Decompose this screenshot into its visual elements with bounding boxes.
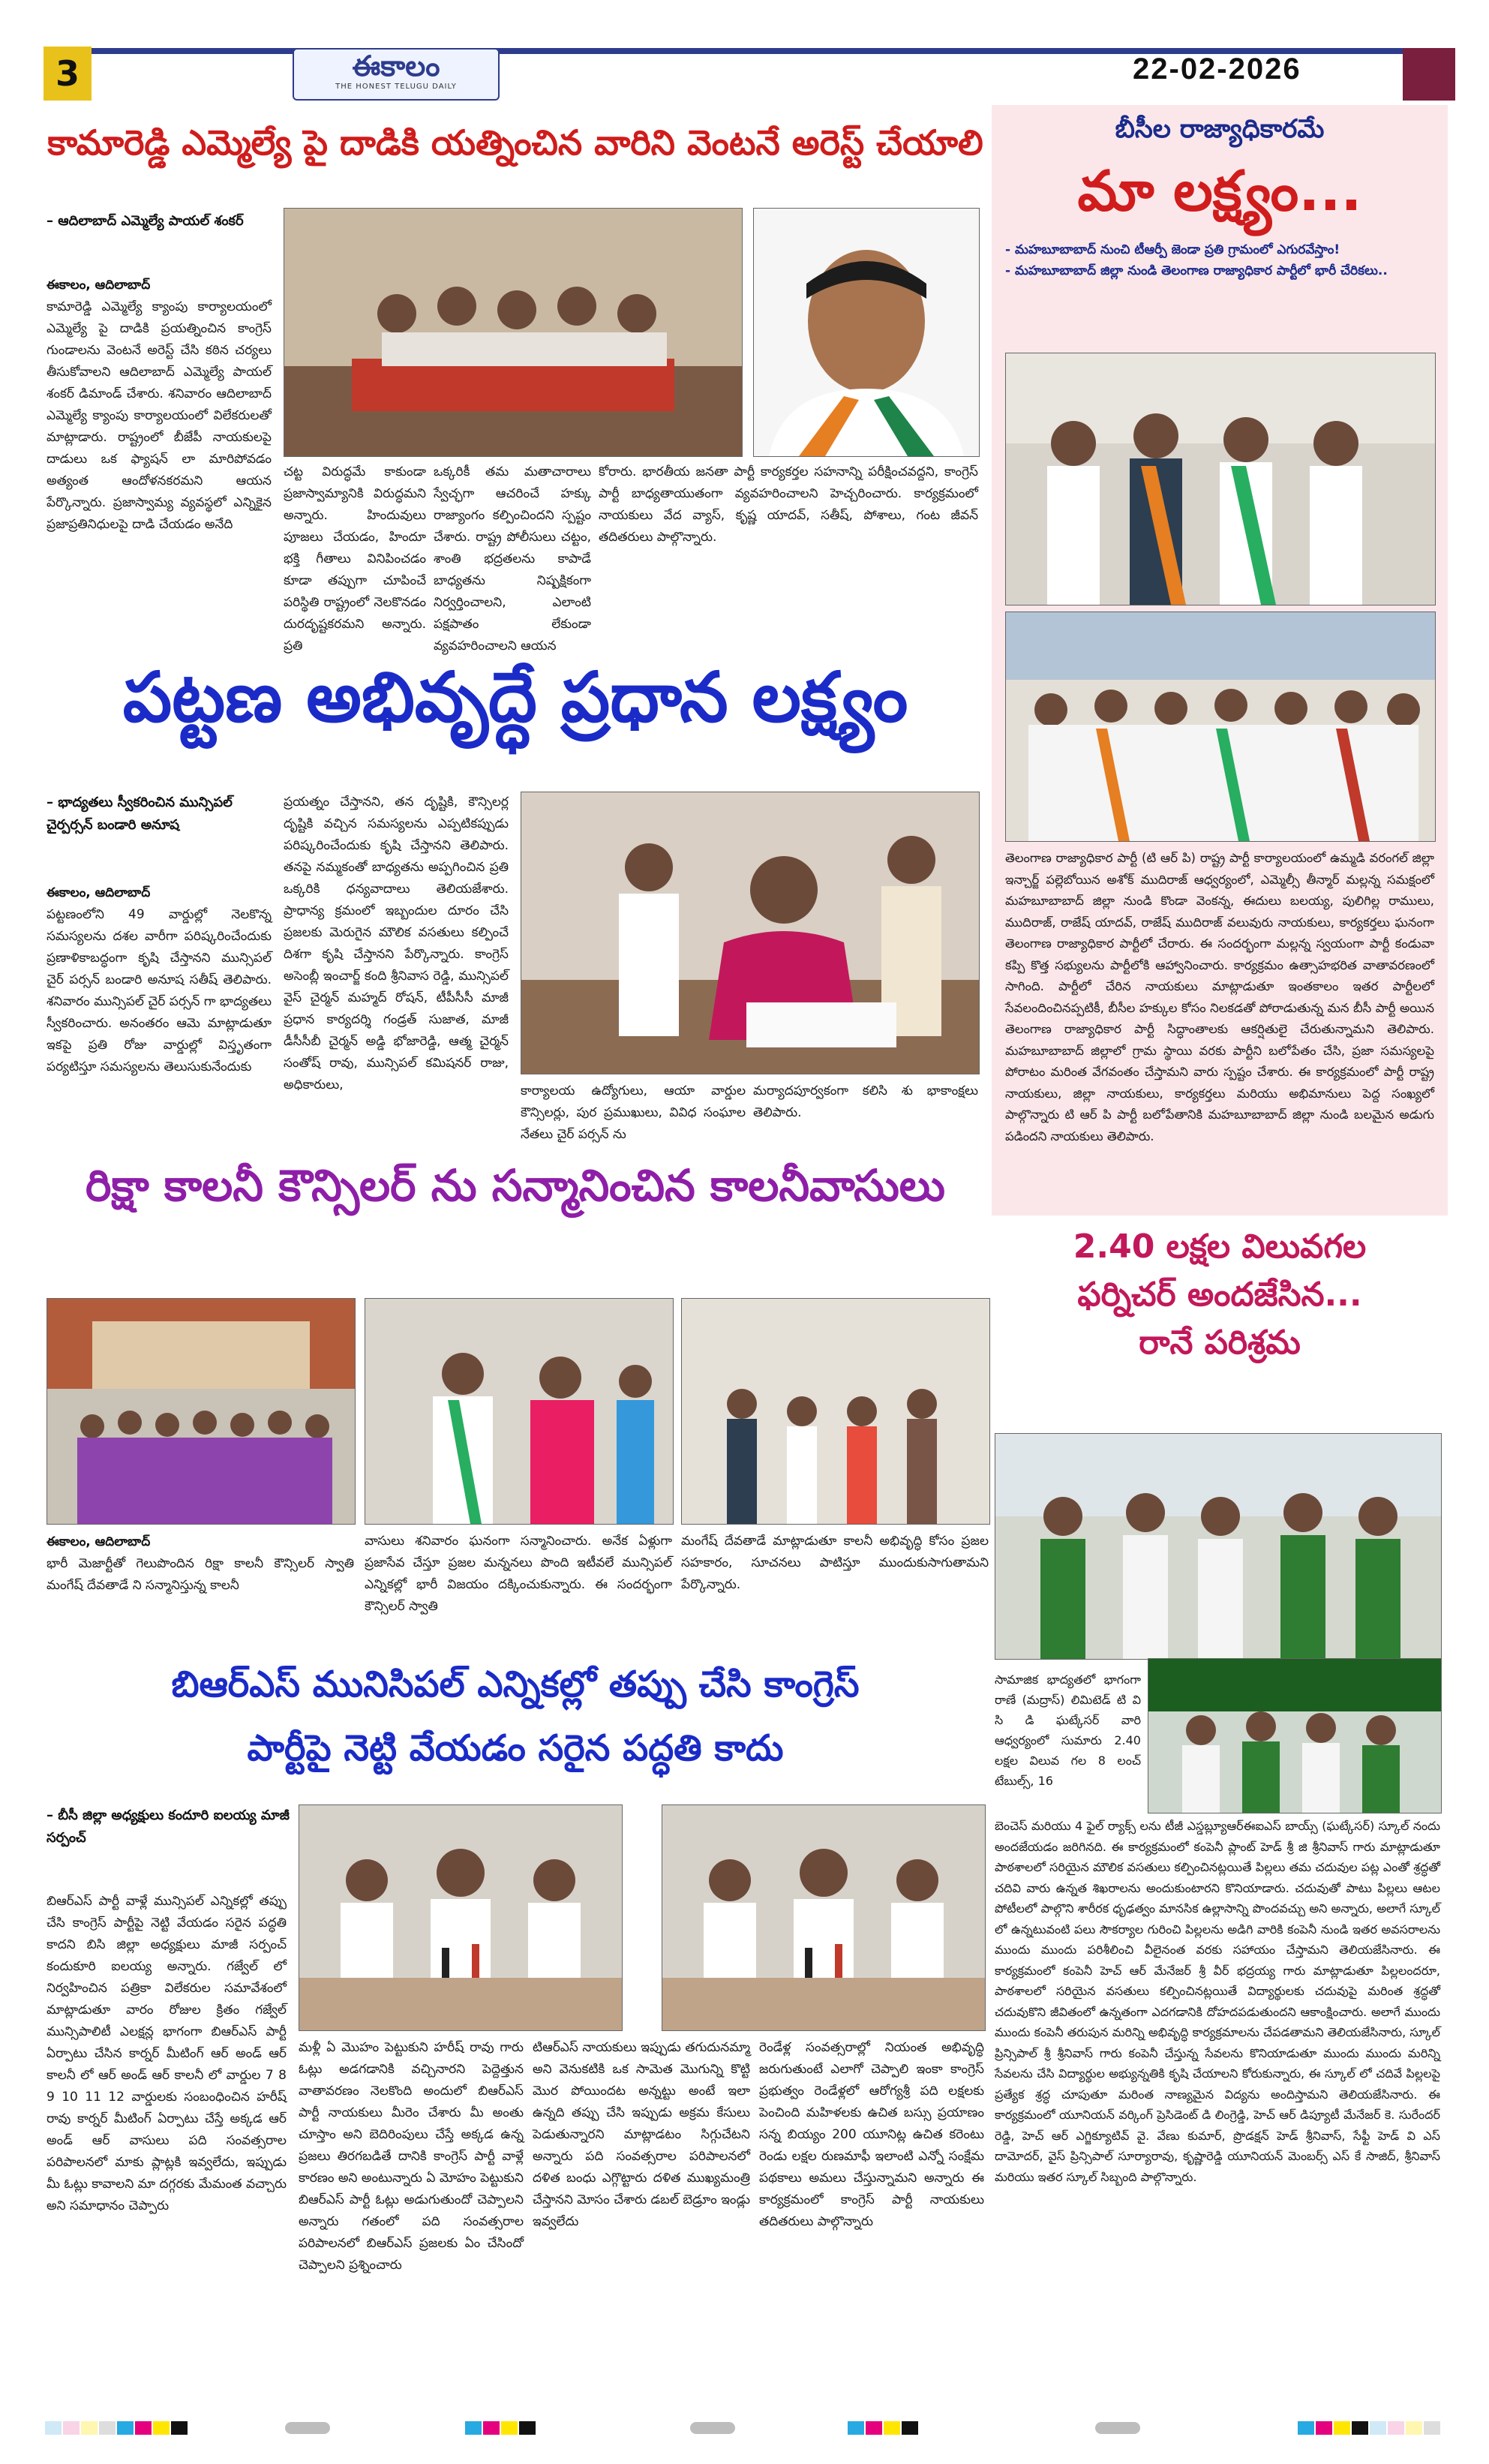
- newspaper-logo: [293, 48, 500, 101]
- story1-col1: కామారెడ్డి ఎమ్మెల్యే క్యాంపు కార్యాలయంలో ఎమ్మెల్యే పై దాడికి ప్రయత్నించిన కాంగ్రెస్ గుండాలను వెంటనే అరెస్ట్ చేసి కఠిన చర్యలు తీసుకోవాలని ఆదిలాబాద్ ఎమ్మెల్యే పాయల్ శంకర్ డిమాండ్ చేశారు. శనివారం ఆదిలాబాద్ ఎమ్మెల్యే క్యాంపు కార్యాలయంలో విలేకరులతో మాట్లాడారు. రాష్ట్రంలో బీజేపీ నాయకులపై దాడులు ఒక ఫ్యాషన్ లా మారిపోవడం అత్యంత ఆందోళనకరమని ఆయన పేర్కొన్నారు. ప్రజాస్వామ్య వ్యవస్థలో ఎన్నికైన ప్రజాప్రతినిధులపై దాడి చేయడం అనేది: [47, 299, 272, 532]
- story2-col1: పట్టణంలోని 49 వార్డుల్లో నెలకొన్న సమస్యలను దశల వారీగా పరిష్కరించేందుకు ప్రణాళికాబద్ధంగా కృషి చేస్తానని మున్సిపల్ చైర్ పర్సన్ బండారి అనూష సతీష్ తెలిపారు. శనివారం మున్సిపల్ చైర్ పర్సన్ గా భాద్యతలు స్వీకరించారు. అనంతరం ఆమె మాట్లాడుతూ ఇకపై ప్రతి రోజు వార్డుల్లో విస్తృతంగా పర్యటిస్తూ సమస్యలను తెలుసుకునేందుకు: [47, 907, 272, 1074]
- side1-joining-photo-2: [1005, 611, 1436, 842]
- story1-byline: – ఆదిలాబాద్ ఎమ్మెల్యే పాయల్ శంకర్: [47, 213, 244, 229]
- story1-dateline: ఈకాలం, ఆదిలాబాద్: [47, 278, 151, 293]
- side2-headline-line2: ఫర్నిచర్ అందజేసిన...: [1077, 1276, 1362, 1314]
- story3-headline: రిక్షా కాలనీ కౌన్సిలర్ ను సన్మానించిన కాలనీవాసులు: [85, 1160, 945, 1211]
- page-number: 3: [44, 47, 92, 101]
- side1-headline: మా లక్ష్యం...: [1077, 159, 1362, 224]
- side2-body: బెంచెస్ మరియు 4 ఫైల్ ర్యాక్స్ లను టీజీ ఎస్డబ్ల్యూఆర్ఈఐఎస్ బాయ్స్ (ఘట్కేసర్) స్కూల్ నందు అందజేయడం జరిగినది. ఈ కార్యక్రమంలో కంపెనీ ప్లాంట్ హెడ్ శ్రీ జి శ్రీనివాస్ గారు మాట్లాడుతూ పాఠశాలలో సరియైన మౌలిక వసతులు కల్పించినట్లయితే పిల్లలు తమ చదువుల పట్ల ఎంతో శ్రద్ధతో చదివి వారు ఉన్నత శిఖరాలను అందుకుంటారని కొనియాడారు. చదువుతో పాటు పిల్లలు ఆటల పోటీలలో పాల్గొని శారీరక ధృఢత్వం మానసిక ఉల్లాసాన్ని పొందవచ్చు అని అన్నారు, అలాగే స్కూల్ లో ఉన్నటువంటి పలు సౌకర్యాల గురించి పిల్లలను అడిగి వారికి కంపెనీ నుండి ఇతర అవసరాలను ముందు ముందు పరిశీలించి వీలైనంత వరకు సహాయం చేస్తామని తెలియజేసినారు. ఈ కార్యక్రమంలో కంపెనీ హెచ్ ఆర్ మేనేజర్ శ్రీ వీర్ భద్రయ్య గారు మాట్లాడుతూ పిల్లలందరూ, పాఠశాలలో సరియైన వసతులు కల్పించినట్లయితే విద్యార్థులకు చదువుపై మరింత శ్రద్ధతో చదువుకొని జీవితంలో ఉన్నతంగా ఎదగడానికి దోహదపడుతుందని ఆకాంక్షించారు. అలాగే ముందు ముందు కంపెనీ తరుపున మరిన్ని అభివృద్ధి కార్యక్రమాలను చేపడతామని తెలియజేసినారు, స్కూల్ ప్రిన్సిపాల్ శ్రీ శ్రీనివాస్ గారు కంపెనీ చేస్తున్న సేవలను కొనియాడుతూ ముందు ముందు మరిన్ని సేవలను చేసి విద్యార్థుల అభ్యున్నతికి కృషి చేయాలని కోరుకున్నారు, ఈ స్కూల్ లో చదివే పిల్లలపై ప్రత్యేక శ్రద్ధ చూపుతూ మరింత నాణ్యమైన విద్యను అందిస్తామని తెలియజేసినారు. ఈ కార్యక్రమంలో యూనియన్ వర్కింగ్ ప్రెసిడెంట్ డి లింగ్రెడ్డి, హెచ్ ఆర్ డిప్యూటీ మేనేజర్ కె. సురేందర్ రెడ్డి, హెచ్ ఆర్ ఎగ్జిక్యూటివ్ వై. వేణు కుమార్, ప్రొడక్షన్ హెడ్ శ్రీనివాస్, సేఫ్టీ హెడ్ వి ఎస్ దామోదర్, వైస్ ప్రిన్సిపాల్ సూర్యారావు, కృష్ణారెడ్డి యూనియన్ మెంబర్స్ ఎస్ కే సాజిద్, శ్రీనివాస్ మరియు ఇతర స్కూల్ సిబ్బంది పాల్గొన్నారు.: [995, 1819, 1440, 2184]
- print-registration-strip: [45, 2419, 1448, 2437]
- story3-felicitation-photo-2: [681, 1298, 990, 1525]
- story4-col2: మళ్లీ ఏ మొహం పెట్టుకుని హరీష్ రావు గారు ఓట్లు అడగడానికి వచ్చినారని పెద్దెత్తున వాతావరణం నెలకొంది అందులో బిఆర్ఎస్ పార్టీ నాయకులు మీరెం చేశారు మీ అంతు చూస్తాం అని బెదిరింపులు చేస్తే అక్కడ ఉన్న ప్రజలు తిరగబడితే దానికి కాంగ్రెస్ పార్టీ వాళ్లే కారణం అని అంటున్నారు ఏ మోహం పెట్టుకుని బిఆర్ఎస్ పార్టీ ఓట్లు అడుగుతుందో చెప్పాలని అన్నారు గతంలో పది సంవత్సరాల పరిపాలనలో బిఆర్ఎస్ ప్రజలకు ఏం చేసిందో చెప్పాలని ప్రశ్నించారు: [299, 2040, 524, 2273]
- story3-col1: భారీ మెజార్టీతో గెలుపొందిన రిక్షా కాలనీ కౌన్సిలర్ స్వాతి మంగేష్ దేవతాడే ని సన్మానిస్తున్న కాలనీ: [47, 1556, 354, 1593]
- story4-col3: టిఆర్ఎస్ నాయకులు ఇప్పుడు తగుదునమ్మా అని వెనుకటికి ఒక సామెత మొగున్ని కొట్టి మొర పోయిందట అన్నట్టు అంటే ఇలా ఉన్నది తప్పు చేసి ఇప్పుడు అక్రమ కేసులు పెడుతున్నారని మాట్లాడటం సిగ్గుచేటని అన్నారు పది సంవత్సరాల పరిపాలనలో దళిత బంధు ఎగ్గొట్టారు దళిత ముఖ్యమంత్రి చేస్తానని మోసం చేశారు డబల్ బెడ్రూం ఇండ్లు ఇవ్వలేదు: [533, 2040, 750, 2229]
- story1-press-meet-photo: [284, 208, 743, 457]
- story2-col2: ప్రయత్నం చేస్తానని, తన దృష్టికి, కౌన్సిలర్ల దృష్టికి వచ్చిన సమస్యలను ఎప్పటికప్పుడు పరిష్కరించేందుకు కృషి చేస్తానని తెలిపారు. తనపై నమ్మకంతో బాధ్యతను అప్పగించిన ప్రతి ఒక్కరికి ధన్యవాదాలు తెలియజేశారు. ప్రాధాన్య క్రమంలో ఇబ్బందుల దూరం చేసి ప్రజలకు మెరుగైన మౌలిక వసతులు కల్పించే దిశగా కృషి చేస్తానని పేర్కొన్నారు. కాంగ్రెస్ అసెంబ్లీ ఇంచార్జ్ కంది శ్రీనివాస రెడ్డి, మున్సిపల్ వైస్ చైర్మన్ మహ్మద్ రోషన్, టీపీసీసీ మాజీ ప్రధాన కార్యదర్శి గండ్రత్ సుజాత, మాజీ డీసీసీబీ చైర్మన్ అడ్డి భోజారెడ్డి, ఆత్మ చైర్మన్ సంతోష్ రావు, మున్సిపల్ కమిషనర్ రాజు, అధికారులు,: [284, 795, 509, 1092]
- story3-col3: మంగేష్ దేవతాడే మాట్లాడుతూ కాలనీ అభివృద్ధి కోసం ప్రజల సహకారం, సూచనలు పాటిస్తూ ముందుకుసాగుతామని పేర్కొన్నారు.: [681, 1534, 989, 1592]
- side1-bullet1: - మహబూబాబాద్ నుంచి టీఆర్పీ జెండా ప్రతి గ్రామంలో ఎగురవేస్తాం!: [1005, 242, 1340, 257]
- story2-caption-b: మర్యాదపూర్వకంగా కలిసి శు భాకాంక్షలు తెలిపారు.: [753, 1083, 978, 1120]
- side2-intro: సామాజిక భాద్యతలో భాగంగా రాణే (మద్రాస్) లిమిటెడ్ టి వి సి డి ఘట్కేసర్ వారి ఆధ్వర్యంలో సుమారు 2.40 లక్షల విలువ గల 8 లంచ్ టేబుల్స్, 16: [995, 1672, 1141, 1788]
- story2-byline: – భాద్యతలు స్వీకరించిన మున్సిపల్ చైర్పర్సన్ బండారి అనూష: [47, 795, 233, 833]
- story2-caption-a: కార్యాలయ ఉద్యోగులు, ఆయా వార్డుల కౌన్సిలర్లు, పుర ప్రముఖులు, వివిధ సంఘాల నేతలు చైర్ పర్సన్ ను: [521, 1083, 746, 1142]
- story4-byline: – బీసీ జిల్లా అధ్యక్షులు కందూరి ఐలయ్య మాజీ సర్పంచ్: [47, 1807, 290, 1846]
- story3-col2: వాసులు శనివారం ఘనంగా సన్మానించారు. అనేక ఏళ్లుగా ప్రజాసేవ చేస్తూ ప్రజల మన్ననలు పొంది ఇటీవలే మున్సిపల్ ఎన్నికల్లో భారీ విజయం దక్కించుకున్నారు. ఈ సందర్భంగా కౌన్సిలర్ స్వాతి: [365, 1534, 672, 1614]
- side2-donation-photo-2: [1148, 1658, 1442, 1813]
- story1-col4: కోరారు. భారతీయ జనతా పార్టీ కార్యకర్తల సహనాన్ని పరీక్షించవద్దని, కాంగ్రెస్ పార్టీ బాధ్యతాయుతంగా వ్యవహరించాలని హెచ్చరించారు. కార్యక్రమంలో నాయకులు వేద వ్యాస్, కృష్ణ యాదవ్, సతీష్, పోశాలు, గంట జీవన్ తదితరులు పాల్గొన్నారు.: [599, 464, 978, 545]
- story1-col2: చట్ట విరుద్ధమే కాకుండా ప్రజాస్వామ్యానికి విరుద్ధమని అన్నారు. హిందువులు పూజలు చేయడం, హిందూ భక్తి గీతాలు వినిపించడం కూడా తప్పుగా చూపించే పరిస్థితి రాష్ట్రంలో నెలకొనడం దురదృష్టకరమని అన్నారు. ప్రతి: [284, 464, 426, 654]
- date-band: [1403, 48, 1455, 101]
- logo-text: ఈకాలం: [352, 50, 440, 83]
- story4-press-photo-2: [662, 1804, 986, 2031]
- story4-press-photo-1: [299, 1804, 623, 2031]
- story3-dateline: ఈకాలం, ఆదిలాబాద్: [47, 1534, 151, 1549]
- side1-kicker: బీసీల రాజ్యాధికారమే: [1115, 114, 1325, 144]
- story3-group-photo: [47, 1298, 356, 1525]
- side1-bullet2: - మహబూబాబాద్ జిల్లా నుండి తెలంగాణ రాజ్యాధికార పార్టీలో భారీ చేరికలు..: [1005, 263, 1388, 278]
- story4-col4: రెండేళ్ల సంవత్సరాల్లో నియంత అభివృద్ధి జరుగుతుంటే ఎలాగో చెప్పాలి ఇంకా కాంగ్రెస్ ప్రభుత్వం రెండేళ్లలో ఆరోగ్యశ్రీ పది లక్షలకు పెంచింది మహిళలకు ఉచిత బస్సు ప్రయాణం సన్న బియ్యం 200 యూనిట్ల ఉచిత కరెంటు రెండు లక్షల రుణమాఫీ ఇలాంటి ఎన్నో సంక్షేమ పథకాలు అమలు చేస్తున్నామని అన్నారు ఈ కార్యక్రమంలో కాంగ్రెస్ పార్టీ నాయకులు తదితరులు పాల్గొన్నారు: [759, 2040, 984, 2229]
- side2-donation-photo-1: [995, 1433, 1442, 1660]
- issue-date: 22-02-2026: [1133, 53, 1301, 86]
- side2-headline-line3: రానే పరిశ్రమ: [1139, 1324, 1301, 1362]
- story4-headline-line2: పార్టీపై నెట్టి వేయడం సరైన పద్ధతి కాదు: [247, 1727, 784, 1769]
- story1-headline: కామారెడ్డి ఎమ్మెల్యే పై దాడికి యత్నించిన వారిని వెంటనే అరెస్ట్ చేయాలి: [47, 122, 983, 163]
- story1-portrait-photo: [753, 208, 980, 457]
- story3-felicitation-photo-1: [365, 1298, 674, 1525]
- story2-dateline: ఈకాలం, ఆదిలాబాద్: [47, 885, 151, 900]
- story4-headline-line1: బిఆర్ఎస్ మునిసిపల్ ఎన్నికల్లో తప్పు చేసి కాంగ్రెస్: [171, 1663, 860, 1705]
- side2-headline-line1: 2.40 లక్షల విలువగల: [1073, 1227, 1367, 1266]
- logo-tagline: THE HONEST TELUGU DAILY: [335, 83, 457, 91]
- story2-signing-photo: [521, 792, 980, 1074]
- side1-joining-photo-1: [1005, 353, 1436, 605]
- side1-body: తెలంగాణ రాజ్యాధికార పార్టీ (టి ఆర్ పి) రాష్ట్ర పార్టీ కార్యాలయంలో ఉమ్మడి వరంగల్ జిల్లా ఇన్చార్జ్ పల్లెబోయిన అశోక్ ముదిరాజ్ ఆధ్వర్యంలో, ఎమ్మెల్సీ తీన్మార్ మల్లన్న సమక్షంలో మహబూబాబాద్ జిల్లా నుండి కొండా వెంకన్న, ఈదులు బలయ్య, పులిగిల్ల రాములు, ముదిరాజ్, రాజేష్ యాదవ్, రాజేష్ ముదిరాజ్ వలువురు నాయకులు, కార్యకర్తలు ఘనంగా తెలంగాణ రాజ్యాధికార పార్టీలో చేరారు. ఈ సందర్భంగా మల్లన్న స్వయంగా పార్టీ కండువా కప్పి కొత్త సభ్యులను పార్టీలోకి ఆహ్వానించారు. కార్యక్రమం ఉత్సాహభరిత వాతావరణంలో సాగింది. పార్టీలో చేరిన నాయకులు మాట్లాడుతూ ఇంతకాలం ఇతర పార్టీలలో సేవలందించినప్పటికీ, బీసీల హక్కుల కోసం నిలకడతో పోరాడుతున్న మన బీసీ పార్టీ అయిన తెలంగాణ రాజ్యాధికార పార్టీ సిద్ధాంతాలకు ఆకర్షితులై చేరుతున్నామని తెలిపారు. మహబూబాబాద్ జిల్లాలో గ్రామ స్థాయి వరకు పార్టీని బలోపేతం చేసి, ప్రజా సమస్యలపై పోరాటం మరింత వేగవంతం చేస్తామని వారు స్పష్టం చేశారు. ఈ కార్యక్రమంలో పార్టీ రాష్ట్ర నాయకులు, జిల్లా నాయకులు, కార్యకర్తలు మరియు అభిమానులు పెద్ద సంఖ్యలో పాల్గొన్నారు టి ఆర్ పి పార్టీ బలోపేతానికి మహబూబాబాద్ జిల్లా నుండి బలమైన అడుగు పడిందని నాయకులు తెలిపారు.: [1005, 851, 1434, 1143]
- story1-col3: ఒక్కరికీ తమ మతాచారాలు స్వేచ్ఛగా ఆచరించే హక్కు రాజ్యాంగం కల్పించిందని స్పష్టం చేశారు. రాష్ట్ర పోలీసులు చట్టం, శాంతి భద్రతలను కాపాడే బాధ్యతను నిష్పక్షికంగా నిర్వర్తించాలని, ఎలాంటి పక్షపాతం లేకుండా వ్యవహరించాలని ఆయన: [434, 464, 591, 654]
- story4-col1: బిఆర్ఎస్ పార్టీ వాళ్లే మున్సిపల్ ఎన్నికల్లో తప్పు చేసి కాంగ్రెస్ పార్టీపై నెట్టి వేయడం సరైన పద్ధతి కాదని బిసి జిల్లా అధ్యక్షులు మాజీ సర్పంచ్ కందుకూరి ఐలయ్య అన్నారు. గజ్వేల్ లో నిర్వహించిన పత్రికా విలేకరుల సమావేశంలో మాట్లాడుతూ వారం రోజుల క్రితం గజ్వేల్ మున్సిపాలిటీ ఎలక్షన్ల భాగంగా బిఆర్ఎస్ పార్టీ ఏర్పాటు చేసిన కార్నర్ మీటింగ్ ఆర్ అండ్ ఆర్ కాలనీ లో ఆర్ అండ్ ఆర్ కాలనీ లో వార్డుల 7 8 9 10 11 12 వార్డులకు సంబంధించిన హరీష్ రావు కార్నర్ మీటింగ్ ఏర్పాటు చేస్తే అక్కడ ఆర్ అండ్ ఆర్ వాసులు పది సంవత్సరాల పరిపాలనలో మాకు ప్లాట్లకి ఇవ్వలేదు, ఇప్పుడు మీ ఓట్లు కావాలని మా దగ్గరకు మేమంత వచ్చారు అని సమాధానం చెప్పారు: [47, 1894, 287, 2213]
- story2-headline: పట్టణ అభివృద్ధే ప్రధాన లక్ష్యం: [122, 657, 908, 738]
